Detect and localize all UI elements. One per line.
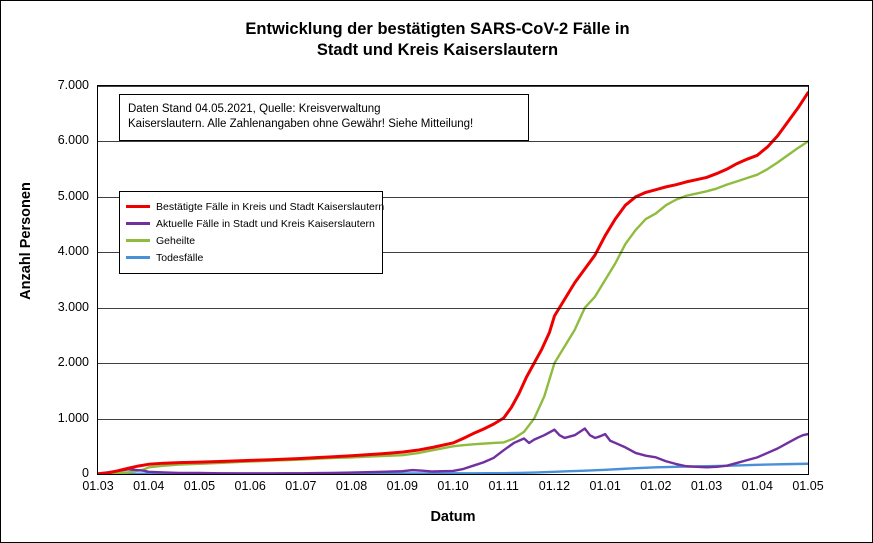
y-axis-ticks [1, 78, 89, 480]
x-tick-label: 01.08 [335, 479, 368, 493]
x-tick-label: 01.03 [82, 479, 114, 493]
x-tick-label: 01.02 [640, 479, 672, 493]
x-tick-label: 01.06 [234, 479, 266, 493]
x-tick-label: 01.11 [488, 479, 519, 493]
y-tick-label: 7.000 [57, 78, 89, 92]
legend-swatch-geheilte [126, 239, 150, 242]
x-tick-label: 01.12 [538, 479, 571, 493]
legend-swatch-aktuelle [126, 222, 150, 225]
y-tick-label: 1.000 [57, 410, 89, 425]
y-tick-label: 4.000 [57, 244, 89, 259]
legend-swatch-bestaetigte [126, 205, 150, 208]
legend-swatch-todesfaelle [126, 256, 150, 259]
legend-label-aktuelle: Aktuelle Fälle in Stadt und Kreis Kaiserslautern [156, 217, 375, 230]
legend-item-geheilte [126, 232, 376, 249]
x-tick-label: 01.05 [183, 479, 216, 493]
annotation-line-2: Kaiserslautern. Alle Zahlenangaben ohne Gewähr! Siehe Mitteilung! [128, 118, 474, 130]
series-line-bestaetigte [98, 93, 808, 474]
y-tick-label: 3.000 [57, 299, 89, 314]
x-axis-label: Datum [430, 509, 476, 525]
legend [119, 191, 383, 274]
x-tick-label: 01.09 [386, 479, 418, 493]
legend-label-geheilte: Geheilte [156, 234, 196, 247]
plot-area [97, 85, 809, 475]
legend-item-aktuelle [126, 215, 376, 232]
gridline [98, 308, 808, 309]
gridline [98, 363, 808, 364]
legend-item-bestaetigte [126, 198, 385, 215]
legend-item-todesfaelle [126, 249, 376, 266]
x-tick-label: 01.10 [437, 479, 469, 493]
series-lines [98, 86, 808, 474]
x-axis-ticks [82, 479, 824, 499]
y-tick-label: 5.000 [57, 188, 89, 203]
y-axis-label: Anzahl Personen [18, 182, 34, 300]
chart-title-line1: Entwicklung der bestätigten SARS-CoV-2 Fälle in [245, 20, 630, 38]
legend-label-todesfaelle: Todesfälle [156, 251, 204, 264]
gridline [98, 86, 808, 87]
legend-label-bestaetigte: Bestätigte Fälle in Kreis und Stadt Kaiserslautern [156, 200, 385, 213]
gridline [98, 141, 808, 142]
y-tick-label: 2.000 [57, 355, 89, 370]
page-title [1, 19, 873, 61]
x-tick-label: 01.01 [589, 479, 621, 493]
chart-title-line2: Stadt und Kreis Kaiserslautern [316, 41, 559, 59]
x-tick-label: 01.04 [133, 479, 165, 493]
y-tick-label: 6.000 [57, 133, 89, 148]
x-tick-label: 01.04 [741, 479, 773, 493]
gridline [98, 419, 808, 420]
series-line-aktuelle [98, 429, 808, 474]
x-tick-label: 01.07 [285, 479, 317, 493]
y-tick-label: 0 [82, 466, 89, 480]
data-source-annotation [119, 94, 529, 141]
annotation-line-1: Daten Stand 04.05.2021, Quelle: Kreisverwaltung [128, 103, 381, 115]
x-tick-label: 01.05 [792, 479, 824, 493]
x-tick-label: 01.03 [690, 479, 723, 493]
